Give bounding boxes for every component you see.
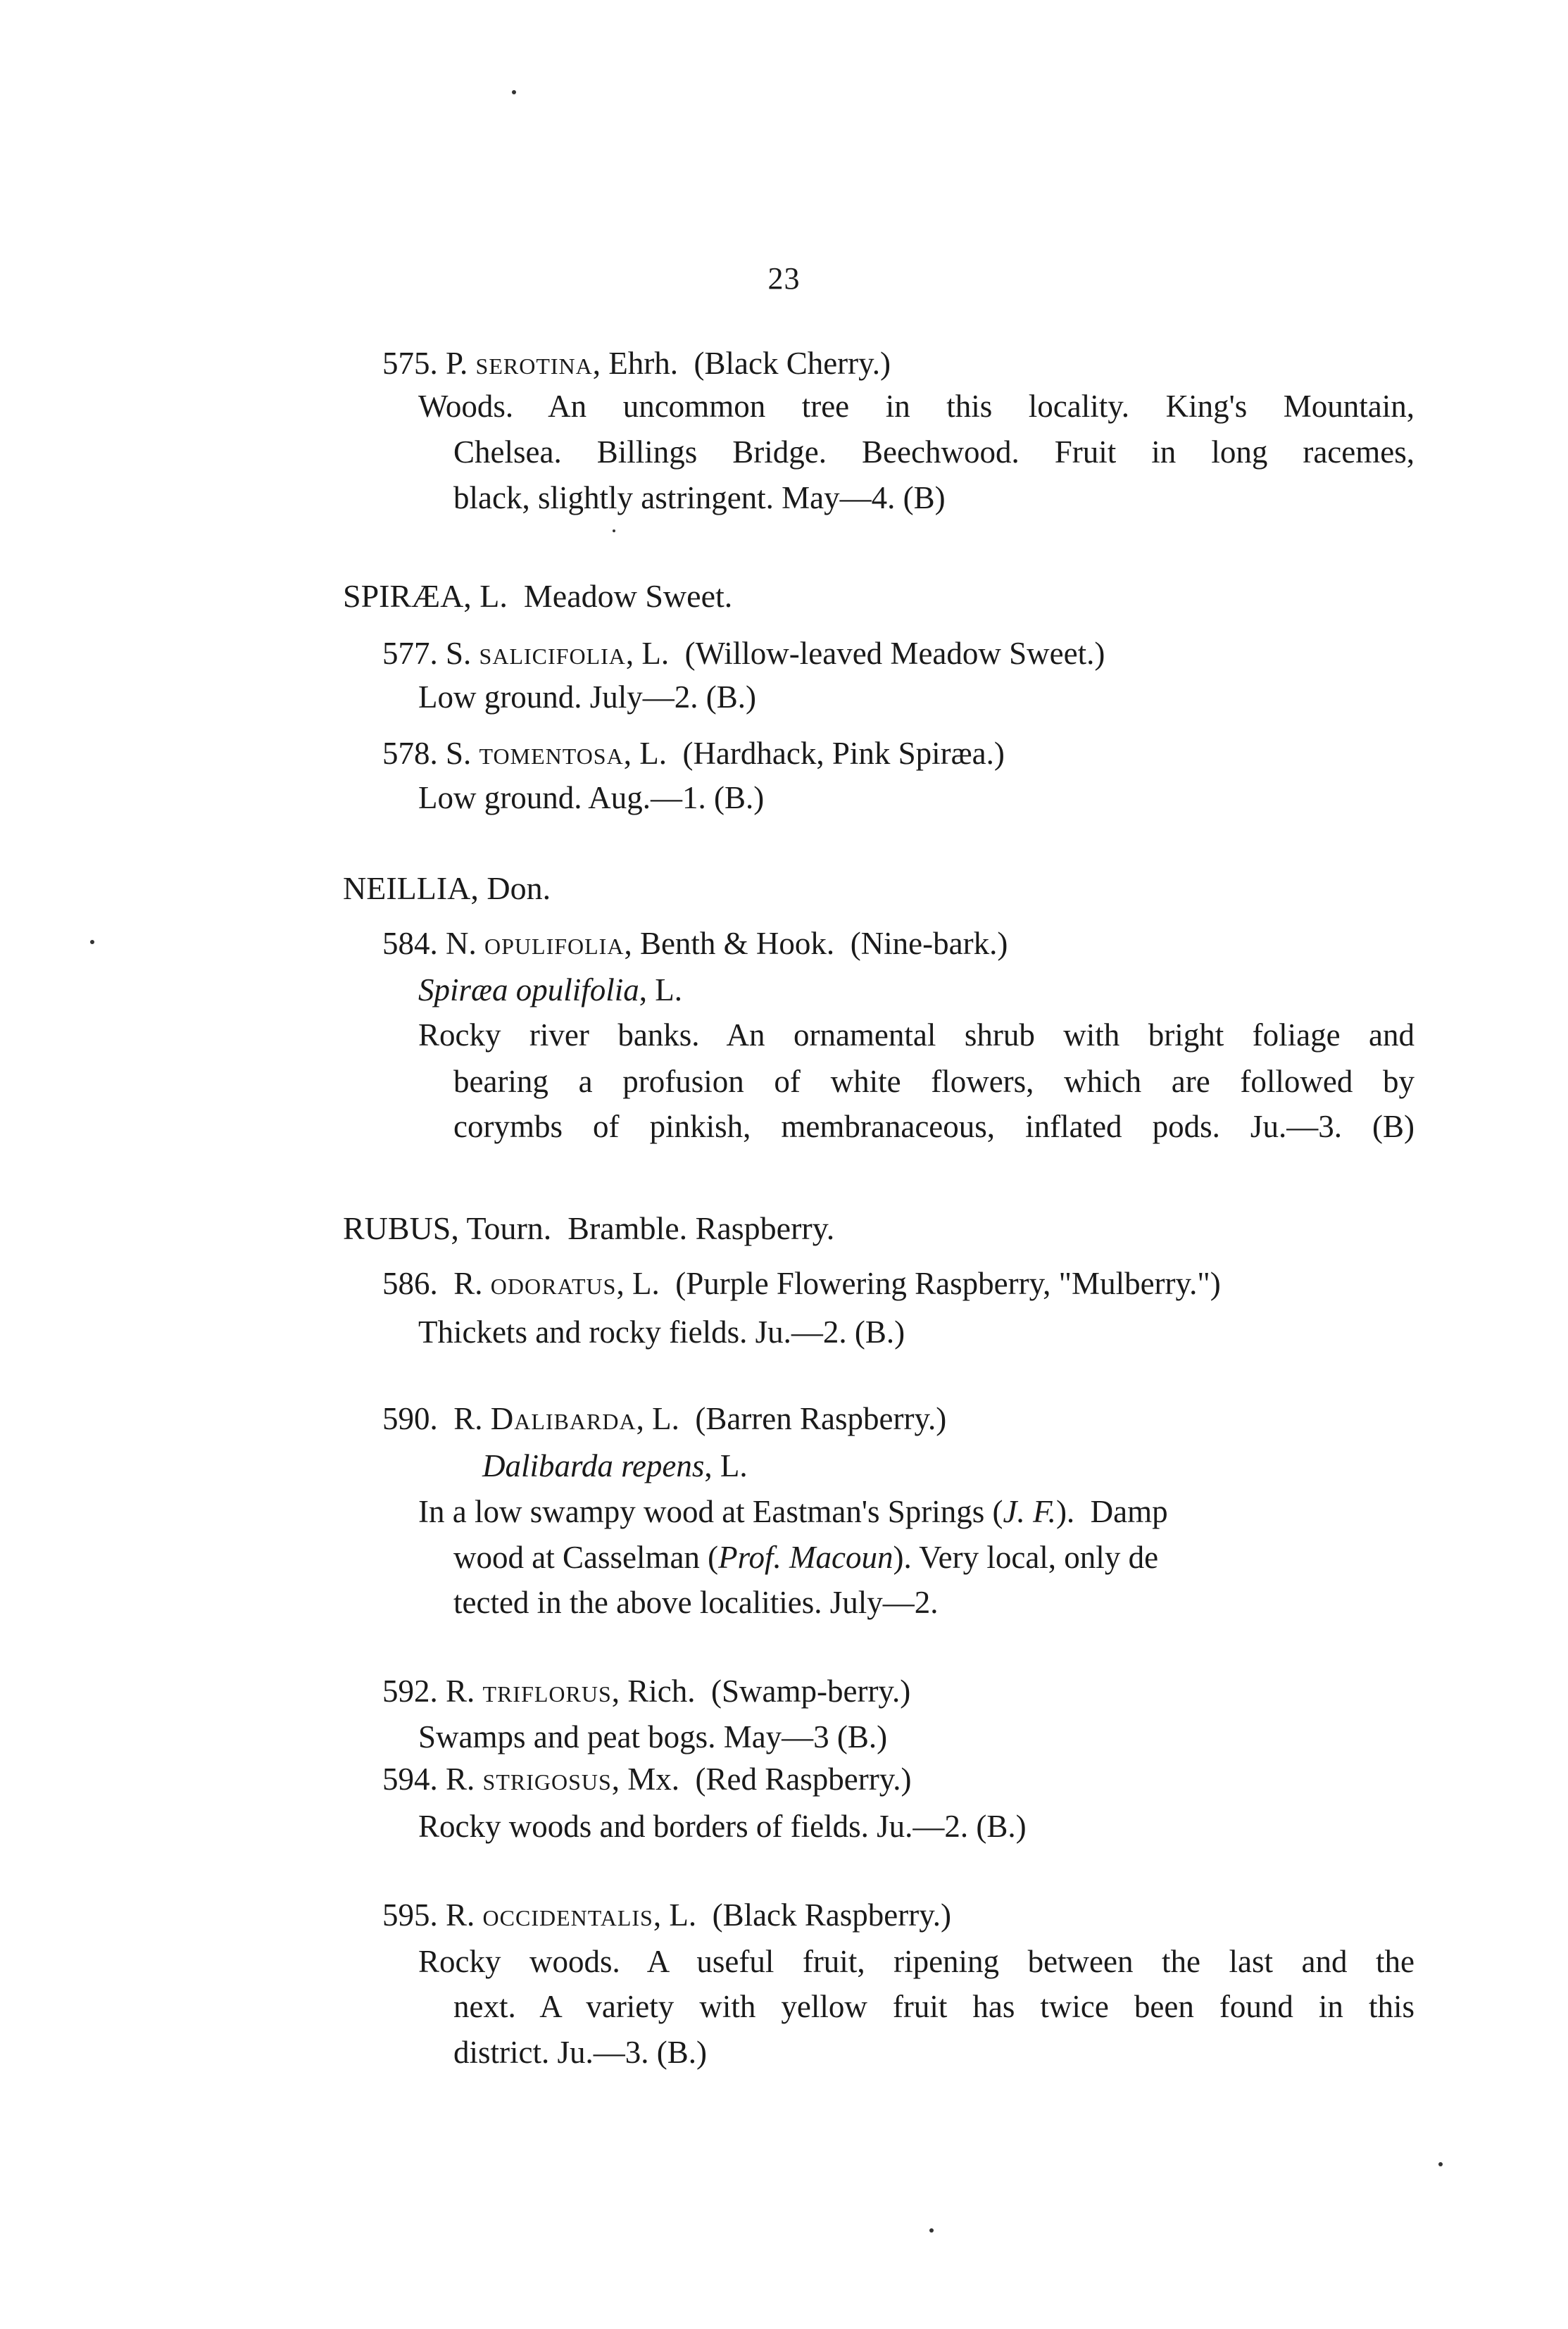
synonym-name: Dalibarda repens: [482, 1448, 705, 1483]
genus-abbreviation: P.: [446, 346, 468, 381]
synonym-name: Spiræa opulifolia: [418, 972, 639, 1007]
genus-abbreviation: S.: [446, 636, 472, 671]
entry-575-desc-line-2: Chelsea. Billings Bridge. Beechwood. Fruit in long racemes,: [453, 434, 1415, 470]
author-citation: , Rich.: [611, 1674, 696, 1709]
entry-595-desc-line-1: Rocky woods. A useful fruit, ripening between the last and the: [418, 1944, 1415, 1979]
entry-595-desc-line-3: district. Ju.—3. (B.): [453, 2035, 707, 2070]
genus-heading-spiraea: [343, 575, 732, 617]
genus-abbreviation: S.: [446, 736, 472, 771]
genus-name: RUBUS, Tourn.: [343, 1210, 552, 1246]
entry-number: 592.: [382, 1674, 438, 1709]
entry-number: 590.: [382, 1401, 438, 1436]
genus-abbreviation: R.: [453, 1266, 483, 1301]
genus-heading-rubus: [343, 1207, 834, 1250]
entry-number: 578.: [382, 736, 438, 771]
synonym-author: , L.: [639, 972, 683, 1007]
scan-speck: [512, 90, 516, 94]
entry-577-desc: Low ground. July—2. (B.): [418, 679, 756, 715]
author-citation: , L.: [623, 736, 667, 771]
entry-number: 584.: [382, 926, 438, 961]
genus-common-name: Meadow Sweet.: [523, 578, 733, 614]
species-name: opulifolia: [484, 926, 625, 961]
genus-name: SPIRÆA, L.: [343, 578, 508, 614]
collector-initials: J. F.: [1003, 1494, 1056, 1529]
entry-586-heading: [382, 1262, 1221, 1305]
author-citation: , L.: [636, 1401, 679, 1436]
common-name: (Black Cherry.): [694, 346, 891, 381]
genus-heading-neillia: NEILLIA, Don.: [343, 870, 551, 906]
species-name: tomentosa: [479, 736, 624, 771]
genus-abbreviation: R.: [453, 1401, 483, 1436]
entry-number: 575.: [382, 346, 438, 381]
genus-abbreviation: R.: [446, 1762, 475, 1797]
species-name: strigosus: [482, 1762, 612, 1797]
entry-number: 586.: [382, 1266, 438, 1301]
author-citation: , Ehrh.: [592, 346, 678, 381]
entry-number: 594.: [382, 1762, 438, 1797]
entry-584-heading: [382, 922, 1008, 965]
author-citation: , Benth & Hook.: [624, 926, 835, 961]
author-citation: , L.: [616, 1266, 660, 1301]
species-name: Dalibarda: [490, 1401, 636, 1436]
entry-594-desc: Rocky woods and borders of fields. Ju.—2. (B.): [418, 1809, 1027, 1844]
entry-number: 595.: [382, 1897, 438, 1933]
scan-speck: [613, 529, 615, 532]
entry-590-heading: [382, 1398, 946, 1440]
entry-592-desc: Swamps and peat bogs. May—3 (B.): [418, 1719, 888, 1754]
genus-abbreviation: R.: [446, 1897, 475, 1933]
entry-584-synonym: [418, 969, 682, 1011]
desc-text: In a low swampy wood at Eastman's Springs (J. F.). Damp: [418, 1494, 1168, 1529]
scan-speck: [929, 2228, 934, 2233]
entry-578-heading: [382, 732, 1005, 774]
common-name: (Willow-leaved Meadow Sweet.): [684, 636, 1105, 671]
common-name: (Hardhack, Pink Spiræa.): [682, 736, 1005, 771]
author-citation: , L.: [653, 1897, 697, 1933]
common-name: (Nine-bark.): [850, 926, 1008, 961]
page-number: 23: [767, 261, 801, 296]
entry-595-heading: [382, 1894, 951, 1936]
species-name: salicifolia: [479, 636, 626, 671]
entry-584-desc-line-3: corymbs of pinkish, membranaceous, inflated pods. Ju.—3. (B): [453, 1109, 1415, 1144]
entry-number: 577.: [382, 636, 438, 671]
entry-594-heading: [382, 1758, 912, 1800]
author-citation: , Mx.: [611, 1762, 680, 1797]
common-name: (Purple Flowering Raspberry, "Mulberry."): [675, 1266, 1221, 1301]
entry-584-desc-line-2: bearing a profusion of white flowers, which are followed by: [453, 1064, 1415, 1099]
collector-name: Prof. Macoun: [718, 1540, 893, 1575]
entry-575-heading: [382, 342, 891, 384]
genus-abbreviation: N.: [446, 926, 477, 961]
species-name: occidentalis: [482, 1897, 653, 1933]
author-citation: , L.: [625, 636, 670, 671]
entry-590-desc-line-1: [418, 1490, 1415, 1533]
genus-common-name: Bramble. Raspberry.: [567, 1210, 835, 1246]
entry-575-desc-line-3: black, slightly astringent. May—4. (B): [453, 480, 946, 515]
species-name: serotina: [475, 346, 593, 381]
common-name: (Swamp-berry.): [711, 1674, 911, 1709]
common-name: (Barren Raspberry.): [695, 1401, 947, 1436]
entry-590-synonym: [482, 1445, 748, 1487]
entry-595-desc-line-2: next. A variety with yellow fruit has twice been found in this: [453, 1989, 1415, 2024]
genus-abbreviation: R.: [446, 1674, 475, 1709]
entry-578-desc: Low ground. Aug.—1. (B.): [418, 780, 765, 815]
entry-590-desc-line-2: wood at Casselman (Prof. Macoun). Very local, only de: [453, 1540, 1159, 1575]
entry-586-desc: Thickets and rocky fields. Ju.—2. (B.): [418, 1314, 905, 1350]
scan-speck: [1438, 2162, 1443, 2166]
entry-584-desc-line-1: Rocky river banks. An ornamental shrub with bright foliage and: [418, 1017, 1415, 1053]
entry-577-heading: [382, 632, 1105, 674]
species-name: triflorus: [482, 1674, 612, 1709]
entry-575-desc-line-1: Woods. An uncommon tree in this locality. King's Mountain,: [418, 389, 1415, 424]
synonym-author: , L.: [704, 1448, 748, 1483]
entry-590-desc-line-3: tected in the above localities. July—2.: [453, 1585, 939, 1620]
scan-speck: [90, 940, 94, 944]
entry-592-heading: [382, 1670, 910, 1712]
common-name: (Red Raspberry.): [695, 1762, 912, 1797]
species-name: odoratus: [490, 1266, 617, 1301]
common-name: (Black Raspberry.): [712, 1897, 952, 1933]
